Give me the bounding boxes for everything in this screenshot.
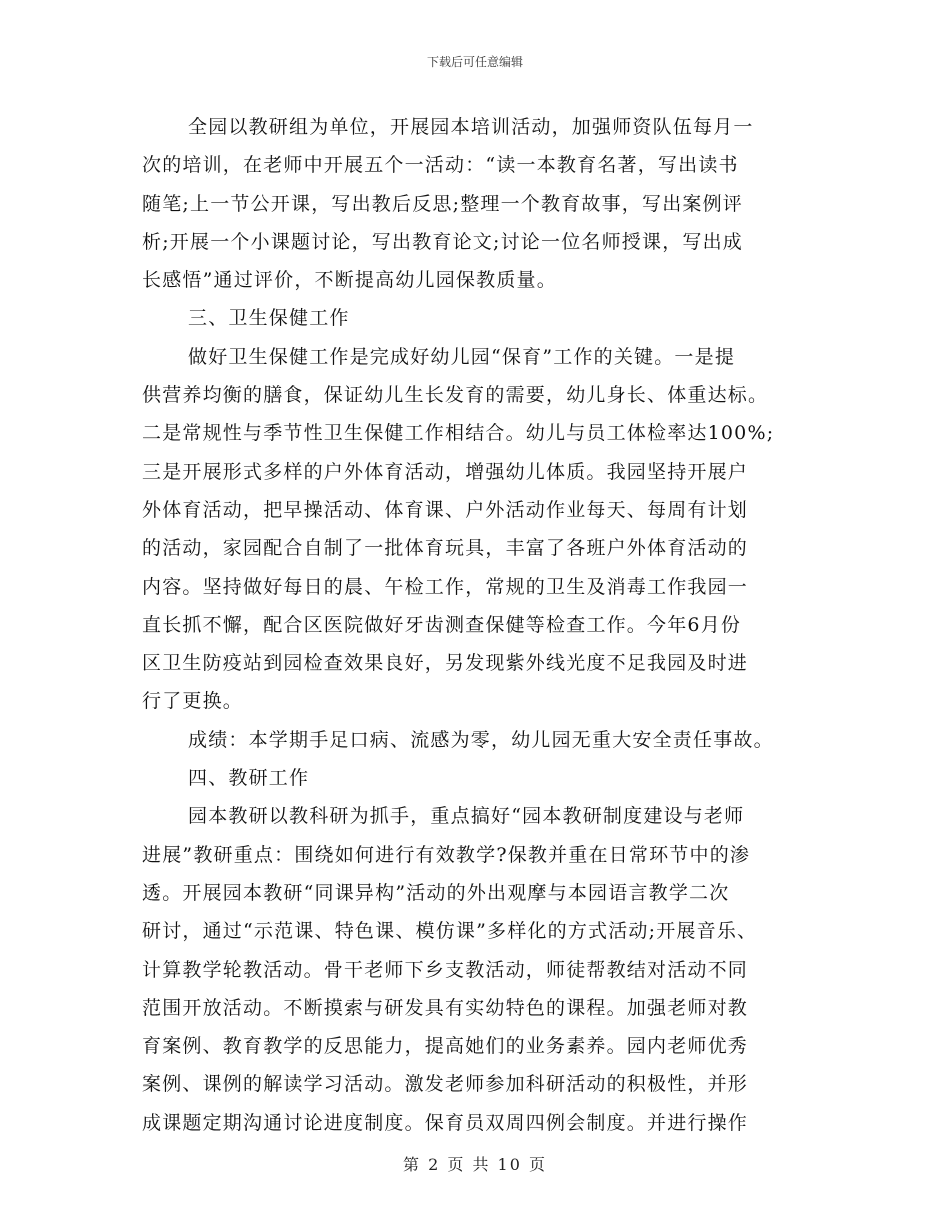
- paragraph-line: 的活动，家园配合自制了一批体育玩具，丰富了各班户外体育活动的: [142, 537, 749, 560]
- paragraph-line: 成绩：本学期手足口病、流感为零，幼儿园无重大安全责任事故。: [188, 728, 774, 751]
- paragraph-line: 供营养均衡的膳食，保证幼儿生长发育的需要，幼儿身长、体重达标。: [142, 384, 769, 407]
- paragraph-line: 次的培训，在老师中开展五个一活动：“读一本教育名著，写出读书: [142, 154, 739, 177]
- paragraph-line: 区卫生防疫站到园检查效果良好，另发现紫外线光度不足我园及时进: [142, 652, 749, 675]
- paragraph-line: 园本教研以教科研为抓手，重点搞好“园本教研制度建设与老师: [188, 805, 745, 828]
- paragraph-line: 三是开展形式多样的户外体育活动，增强幼儿体质。我园坚持开展户: [142, 460, 749, 483]
- paragraph-line: 行了更换。: [142, 690, 244, 713]
- paragraph-line: 做好卫生保健工作是完成好幼儿园“保育”工作的关键。一是提: [188, 345, 736, 368]
- section-heading: 三、卫生保健工作: [188, 307, 350, 330]
- paragraph-line: 随笔;上一节公开课，写出教后反思;整理一个教育故事，写出案例评: [142, 192, 744, 215]
- section-heading: 四、教研工作: [188, 767, 310, 790]
- paragraph-line: 外体育活动，把早操活动、体育课、户外活动作业每天、每周有计划: [142, 498, 749, 521]
- paragraph-line: 长感悟”通过评价，不断提高幼儿园保教质量。: [142, 269, 557, 292]
- paragraph-line: 计算教学轮教活动。骨干老师下乡支教活动，师徒帮教结对活动不同: [142, 958, 749, 981]
- paragraph-line: 析;开展一个小课题讨论，写出教育论文;讨论一位名师授课，写出成: [142, 230, 744, 253]
- page-number-footer: 第 2 页 共 10 页: [403, 1155, 547, 1174]
- paragraph-line: 研讨，通过“示范课、特色课、模仿课”多样化的方式活动;开展音乐、: [142, 920, 758, 943]
- paragraph-line: 二是常规性与季节性卫生保健工作相结合。幼儿与员工体检率达100%;: [142, 422, 775, 445]
- paragraph-line: 案例、课例的解读学习活动。激发老师参加科研活动的积极性，并形: [142, 1073, 749, 1096]
- paragraph-line: 直长抓不懈，配合区医院做好牙齿测查保健等检查工作。今年6月份: [142, 613, 742, 636]
- paragraph-line: 成课题定期沟通讨论进度制度。保育员双周四例会制度。并进行操作: [142, 1111, 749, 1134]
- document-body: [142, 108, 822, 1142]
- paragraph-line: 进展”教研重点：围绕如何进行有效教学?保教并重在日常环节中的渗: [142, 843, 751, 866]
- paragraph-line: 内容。坚持做好每日的晨、午检工作，常规的卫生及消毒工作我园一: [142, 575, 749, 598]
- page-header: 下载后可任意编辑: [426, 55, 523, 69]
- paragraph-line: 全园以教研组为单位，开展园本培训活动，加强师资队伍每月一: [188, 116, 754, 138]
- paragraph-line: 育案例、教育教学的反思能力，提高她们的业务素养。园内老师优秀: [142, 1035, 749, 1058]
- paragraph-line: 范围开放活动。不断摸索与研发具有实幼特色的课程。加强老师对教: [142, 996, 749, 1019]
- paragraph-line: 透。开展园本教研“同课异构”活动的外出观摩与本园语言教学二次: [142, 881, 730, 904]
